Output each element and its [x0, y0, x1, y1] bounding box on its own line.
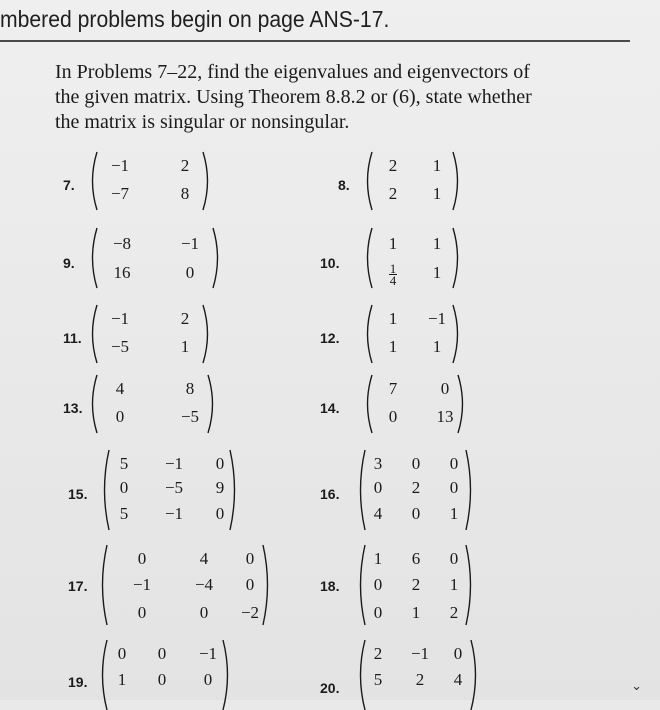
matrix-entry: 2: [180, 156, 190, 175]
left-parenthesis: [93, 152, 98, 210]
matrix-entry: 2: [411, 575, 421, 594]
problem-number: 14.: [320, 400, 340, 416]
matrix: [365, 375, 465, 433]
problem-number: 18.: [320, 578, 340, 594]
fraction: $\frac{1}{4}$: [389, 261, 397, 288]
matrix: [365, 228, 460, 288]
matrix-entry: 7: [388, 379, 398, 398]
matrix-entry: −1: [180, 234, 200, 253]
matrix-entry: 4: [199, 549, 209, 568]
problem-number: 9.: [63, 255, 75, 271]
problem-number: 13.: [63, 400, 83, 416]
matrix-entry: 2: [449, 603, 459, 622]
matrix-entry: 0: [117, 644, 127, 663]
matrix-entry: 1: [432, 263, 442, 282]
problem-number: 8.: [338, 177, 350, 193]
problem-number: 11.: [63, 330, 82, 346]
matrix-entry: 2: [415, 670, 425, 689]
matrix-entry: −8: [112, 234, 132, 253]
instructions-line-2: the given matrix. Using Theorem 8.8.2 or (6), state whether: [55, 86, 532, 108]
left-parenthesis: [93, 375, 98, 433]
matrix-entry: 4: [373, 504, 383, 523]
matrix-entry: 13: [436, 407, 454, 426]
matrix: [102, 450, 237, 530]
matrix-entry: 0: [185, 263, 195, 282]
matrix-entry: 1: [432, 184, 442, 203]
matrix-entry: −1: [198, 644, 218, 663]
matrix-entry: 0: [449, 549, 459, 568]
left-parenthesis: [368, 375, 373, 433]
matrix-entry: 0: [449, 478, 459, 497]
header-divider: [0, 40, 630, 42]
matrix-entry: 2: [411, 478, 421, 497]
matrix-entry: 0: [388, 407, 398, 426]
matrix-entry: −1: [110, 309, 130, 328]
left-parenthesis: [368, 305, 373, 363]
matrix-entry: 0: [157, 644, 167, 663]
matrix-entry: −5: [164, 478, 184, 497]
matrix-entry: 5: [119, 454, 129, 473]
matrix-entry: 0: [449, 454, 459, 473]
matrix-entry: 1: [388, 234, 398, 253]
matrix-entry: 1: [180, 337, 190, 356]
matrix: [90, 152, 210, 210]
problem-number: 7.: [63, 177, 75, 193]
matrix-entry: 2: [388, 156, 398, 175]
instructions-line-3: the matrix is singular or nonsingular.: [55, 111, 350, 133]
matrix-entry: 1: [432, 234, 442, 253]
matrix-entry: 0: [373, 603, 383, 622]
matrix-entry: 0: [215, 504, 225, 523]
matrix-entry: 2: [373, 644, 383, 663]
problem-number: 19.: [68, 674, 88, 690]
matrix-entry: 0: [115, 407, 125, 426]
matrix-entry: 0: [245, 575, 255, 594]
matrix-entry: 8: [185, 379, 195, 398]
matrix-entry: −7: [110, 184, 130, 203]
matrix-entry: 1: [432, 156, 442, 175]
matrix-entry: 1: [117, 670, 127, 689]
matrix-entry: −1: [410, 644, 430, 663]
left-parenthesis: [368, 228, 373, 288]
matrix-entry: 1: [373, 549, 383, 568]
matrix: [90, 375, 215, 433]
matrix-entry: 0: [411, 504, 421, 523]
matrix-entry: −2: [240, 603, 260, 622]
matrix-entry: 1: [449, 575, 459, 594]
matrix-entry: 9: [215, 478, 225, 497]
matrix-entry: 5: [373, 670, 383, 689]
matrix-entry: 16: [113, 263, 131, 282]
right-parenthesis: [213, 228, 218, 288]
matrix: [365, 305, 460, 363]
matrix-entry: 1: [388, 309, 398, 328]
matrix-entry: 1: [449, 504, 459, 523]
matrix-entry: 0: [411, 454, 421, 473]
matrix-entry: −1: [132, 575, 152, 594]
matrix-entry: 0: [199, 603, 209, 622]
matrix-entry: 0: [157, 670, 167, 689]
matrix-entry: 4: [115, 379, 125, 398]
matrix-entry: 0: [440, 379, 450, 398]
matrix-entry: 1: [432, 337, 442, 356]
matrix-entry: −1: [427, 309, 447, 328]
matrix-entry: 0: [203, 670, 213, 689]
matrix-entry: 0: [119, 478, 129, 497]
matrix-entry: 1: [388, 337, 398, 356]
matrix-entry: 0: [245, 549, 255, 568]
matrix-entry: −4: [194, 575, 214, 594]
matrix-entry: 0: [373, 575, 383, 594]
matrix-entry: −1: [110, 156, 130, 175]
left-parenthesis: [368, 152, 373, 210]
matrix-entry: 1: [411, 603, 421, 622]
matrix-entry: 0: [215, 454, 225, 473]
left-parenthesis: [93, 305, 98, 363]
page-header: mbered problems begin on page ANS-17.: [0, 6, 390, 32]
left-parenthesis: [93, 228, 98, 288]
matrix: [358, 545, 473, 625]
matrix: [90, 305, 210, 363]
matrix: [365, 152, 460, 210]
matrix-entry: −5: [180, 407, 200, 426]
problem-number: 10.: [320, 255, 340, 271]
problem-number: 20.: [320, 680, 340, 696]
left-parenthesis: [103, 545, 108, 625]
matrix-entry: −1: [164, 454, 184, 473]
matrix-entry: −1: [164, 504, 184, 523]
instructions-line-1: In Problems 7–22, find the eigenvalues and eigenvectors of: [55, 61, 530, 83]
matrix: [100, 545, 270, 625]
chevron-down-icon[interactable]: ⌄: [631, 679, 642, 694]
matrix-entry: 2: [180, 309, 190, 328]
problem-number: 12.: [320, 330, 340, 346]
matrix-entry: −5: [110, 337, 130, 356]
matrix-entry: 2: [388, 184, 398, 203]
problem-instructions: [55, 60, 615, 135]
matrix-entry: 0: [137, 549, 147, 568]
matrix-entry: 0: [373, 478, 383, 497]
matrix-entry: 0: [453, 644, 463, 663]
matrix-entry: 5: [119, 504, 129, 523]
problem-number: 16.: [320, 486, 340, 502]
matrix-entry: [373, 263, 413, 286]
matrix-entry: 0: [137, 603, 147, 622]
matrix: [358, 450, 473, 530]
matrix-entry: 3: [373, 454, 383, 473]
matrix: [90, 228, 220, 288]
problem-number: 17.: [68, 578, 88, 594]
matrix-entry: 4: [453, 670, 463, 689]
matrix-entry: 8: [180, 184, 190, 203]
problem-number: 15.: [68, 486, 88, 502]
matrix-entry: 6: [411, 549, 421, 568]
